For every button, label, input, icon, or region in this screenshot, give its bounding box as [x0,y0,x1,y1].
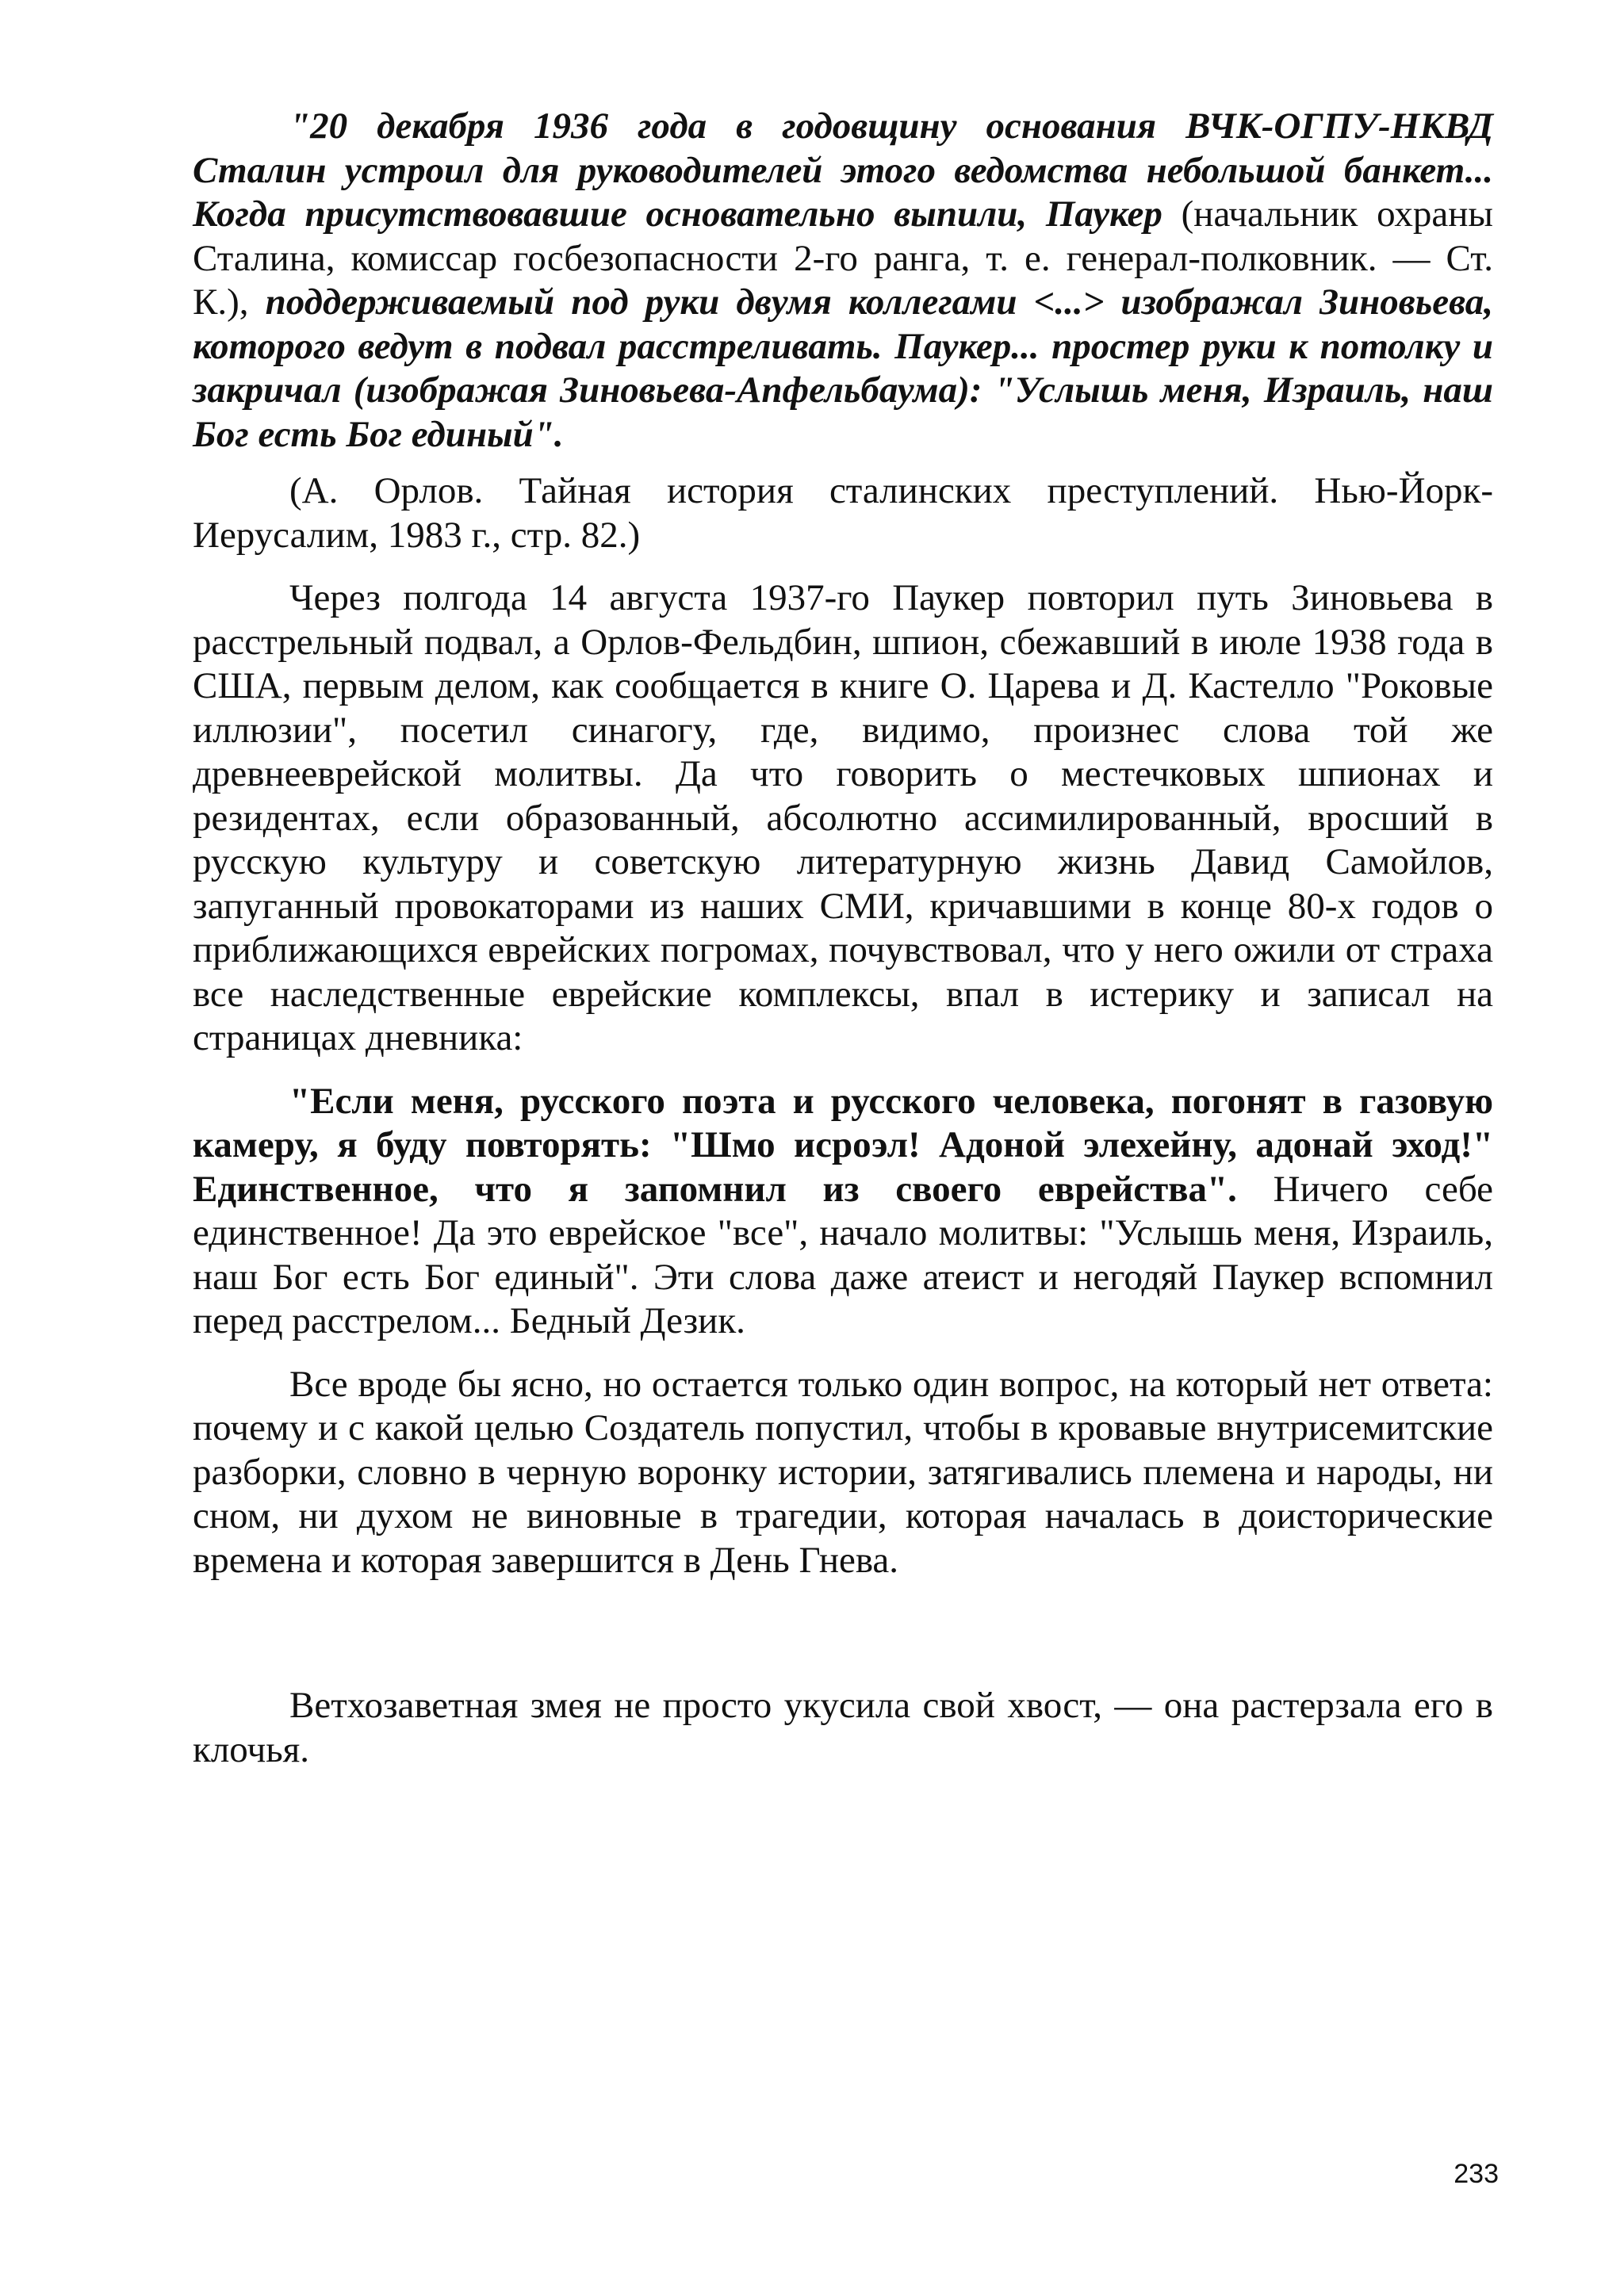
quote-editor-note: (начальник охраны Сталина, комиссар госбезопасности 2-го ранга, т. е. генерал-полковник. — Ст. К.), [193,193,1493,323]
diary-quote-bold: "Если меня, русского поэта и русского человека, погонят в газовую камеру, я буду повторять: "Шмо исроэл! Адоной элехейну, адонай эход!" Единственное, что я запомнил из своего еврейства". [193,1080,1493,1210]
quote-paragraph-1 [193,105,1493,457]
body-paragraph-2: Все вроде бы ясно, но остается только один вопрос, на который нет ответа: почему и с какой целью Создатель попустил, чтобы в кровавые внутрисемитские разборки, словно в черную воронку истории, затягивались племена и народы, ни сном, ни духом не виновные в трагедии, которая началась в доисторические времена и которая завершится в День Гнева. [193,1363,1493,1581]
citation-paragraph: (А. Орлов. Тайная история сталинских преступлений. Нью-Йорк-Иерусалим, 1983 г., стр. 82.) [193,470,1493,556]
diary-quote-commentary: Ничего себе единственное! Да это еврейское "все", начало молитвы: "Услышь меня, Израиль, наш Бог есть Бог единый". Эти слова даже атеист и негодяй Паукер вспомнил перед расстрелом... Бедный Дезик. [193,1168,1494,1341]
document-body [193,105,1493,1772]
body-paragraph-1: Через полгода 14 августа 1937-го Паукер повторил путь Зиновьева в расстрельный подвал, а Орлов-Фельдбин, шпион, сбежавший в июле 1938 года в США, первым делом, как сообщается в книге О. Царева и Д. Кастелло "Роковые иллюзии", посетил синагогу, где, видимо, произнес слова той же древнееврейской молитвы. Да что говорить о местечковых шпионах и резидентах, если образованный, абсолютно ассимилированный, вросший в русскую культуру и советскую литературную жизнь Давид Самойлов, запуганный провокаторами из наших СМИ, кричавшими в конце 80-х годов о приближающихся еврейских погромах, почувствовал, что у него ожили от страха все наследственные еврейские комплексы, впал в истерику и записал на страницах дневника: [193,577,1493,1058]
page-number: 233 [1454,2159,1499,2189]
quote-bold-italic-2: поддерживаемый под руки двумя коллегами <...> изображал Зиновьева, которого ведут в подвал расстреливать. Паукер... простер руки к потолку и закричал (изображая Зиновьева-Апфельбаума): "Услышь меня, Израиль, наш Бог есть Бог единый". [193,281,1494,455]
quote-bold-italic-1: "20 декабря 1936 года в годовщину основания ВЧК-ОГПУ-НКВД Сталин устроил для руководителей этого ведомства небольшой банкет... Когда присутствовавшие основательно выпили, Паукер [193,105,1493,235]
quote-paragraph-2 [193,1080,1493,1344]
closing-paragraph: Ветхозаветная змея не просто укусила свой хвост, — она растерзала его в клочья. [193,1685,1493,1770]
